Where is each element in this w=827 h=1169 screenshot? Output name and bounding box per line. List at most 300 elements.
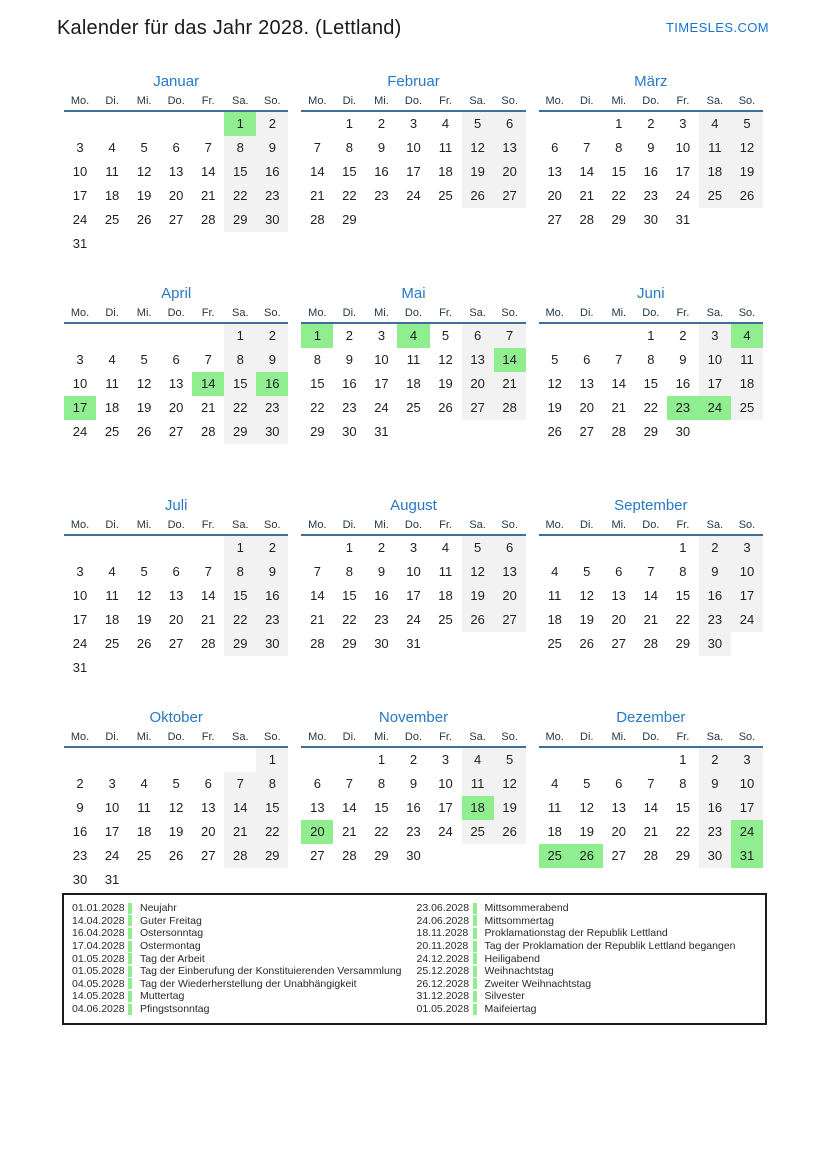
month-title: August	[390, 497, 437, 514]
weekday-label: Mo.	[545, 307, 564, 319]
day-cell: 30	[72, 872, 88, 887]
day-cell: 11	[105, 376, 119, 391]
day-cell-empty	[635, 536, 667, 560]
day-cell-empty	[160, 748, 192, 772]
month-block	[64, 72, 288, 257]
legend-date: 01.05.2028	[416, 1003, 470, 1016]
weekday-label: Mo.	[70, 95, 90, 107]
month-title: Oktober	[149, 709, 203, 726]
month-block	[301, 72, 525, 257]
day-cell-empty	[430, 208, 462, 232]
legend-label: Ostermontag	[140, 940, 201, 953]
day-cell: 11	[105, 164, 119, 179]
day-cell: 21	[200, 188, 216, 203]
day-cell: 25	[406, 400, 421, 415]
legend-label: Weihnachtstag	[484, 965, 554, 978]
day-cell: 20	[168, 400, 184, 415]
day-cell: 2	[679, 328, 687, 343]
day-cell-empty	[256, 656, 288, 680]
day-cell: 29	[256, 844, 288, 868]
day-cell: 21	[200, 612, 216, 627]
day-cell: 21	[310, 188, 325, 203]
day-cell-empty	[635, 748, 667, 772]
day-cell: 22	[224, 608, 256, 632]
day-cell-empty	[603, 324, 635, 348]
day-cell: 31	[72, 236, 88, 251]
day-cell: 9	[345, 352, 354, 367]
day-cell: 27	[547, 212, 562, 227]
day-cell: 13	[200, 800, 216, 815]
day-cell: 3	[76, 140, 84, 155]
day-cell: 4	[108, 352, 116, 367]
weekday-header	[64, 731, 288, 748]
weekday-label: Sa.	[469, 731, 486, 743]
day-cell: 26	[547, 424, 562, 439]
day-cell: 2	[345, 328, 354, 343]
weekday-header	[539, 519, 763, 536]
legend-label: Tag der Arbeit	[140, 952, 205, 965]
day-cell: 11	[462, 772, 494, 796]
day-cell-empty	[192, 868, 224, 892]
day-cell-holiday: 17	[64, 396, 96, 420]
day-cell-empty	[430, 844, 462, 868]
weekday-label: Di.	[342, 731, 357, 743]
month-days	[539, 324, 763, 444]
day-cell: 21	[224, 820, 256, 844]
day-cell: 12	[136, 164, 152, 179]
legend-column-right	[417, 902, 758, 1015]
weekday-label: Fr.	[676, 519, 690, 531]
weekday-header	[301, 731, 525, 748]
day-cell: 20	[579, 400, 594, 415]
day-cell: 9	[256, 136, 288, 160]
weekday-header	[539, 95, 763, 112]
day-cell: 7	[204, 140, 212, 155]
day-cell: 10	[699, 348, 731, 372]
day-cell: 15	[224, 160, 256, 184]
day-cell-holiday: 14	[494, 348, 526, 372]
weekday-header	[539, 307, 763, 324]
day-cell: 30	[342, 424, 357, 439]
day-cell: 25	[136, 848, 152, 863]
legend-item	[417, 965, 758, 978]
day-cell: 12	[136, 376, 152, 391]
day-cell: 3	[108, 776, 116, 791]
day-cell: 17	[675, 164, 691, 179]
day-cell: 19	[579, 824, 594, 839]
weekday-label: Di.	[342, 95, 357, 107]
day-cell: 11	[406, 352, 421, 367]
day-cell-empty	[96, 536, 128, 560]
weekday-label: Di.	[580, 307, 594, 319]
day-cell: 5	[140, 564, 148, 579]
weekday-label: Di.	[342, 307, 357, 319]
day-cell: 3	[679, 116, 687, 131]
day-cell: 5	[140, 352, 148, 367]
weekday-label: So.	[264, 519, 281, 531]
legend-label: Mittsommerabend	[484, 902, 569, 915]
day-cell: 8	[313, 352, 321, 367]
weekday-label: Sa.	[232, 95, 249, 107]
day-cell: 9	[679, 352, 687, 367]
day-cell: 27	[168, 212, 184, 227]
day-cell-empty	[462, 420, 494, 444]
day-cell: 14	[224, 796, 256, 820]
day-cell-empty	[301, 748, 333, 772]
day-cell-empty	[731, 208, 763, 232]
holiday-marker-icon	[128, 928, 132, 939]
day-cell: 5	[551, 352, 559, 367]
day-cell-empty	[64, 112, 96, 136]
month-title: Juni	[637, 285, 665, 302]
day-cell: 8	[615, 140, 623, 155]
legend-label: Maifeiertag	[484, 1003, 537, 1016]
day-cell: 23	[699, 608, 731, 632]
day-cell: 19	[438, 376, 453, 391]
day-cell: 20	[200, 824, 216, 839]
day-cell-empty	[365, 208, 397, 232]
day-cell: 28	[342, 848, 357, 863]
day-cell: 10	[72, 588, 88, 603]
legend-date: 23.06.2028	[416, 902, 470, 915]
month-days	[539, 748, 763, 868]
legend-item	[417, 927, 758, 940]
weekday-label: So.	[501, 519, 518, 531]
weekday-label: Fr.	[201, 95, 215, 107]
legend-label: Proklamationstag der Republik Lettland	[484, 927, 668, 940]
month-block	[539, 496, 763, 681]
legend-date: 04.05.2028	[72, 977, 125, 990]
weekday-label: Mo.	[308, 307, 327, 319]
weekday-label: Fr.	[439, 307, 452, 319]
day-cell: 23	[643, 188, 659, 203]
day-cell: 18	[104, 400, 120, 415]
weekday-label: Di.	[105, 731, 119, 743]
legend-item	[72, 902, 413, 915]
day-cell: 4	[140, 776, 148, 791]
holiday-marker-icon	[473, 941, 477, 952]
day-cell: 12	[136, 588, 152, 603]
day-cell: 18	[438, 588, 453, 603]
day-cell: 21	[200, 400, 216, 415]
day-cell: 15	[224, 372, 256, 396]
day-cell-empty	[160, 112, 192, 136]
day-cell-empty	[430, 420, 462, 444]
legend-item	[417, 990, 758, 1003]
day-cell: 14	[310, 164, 325, 179]
day-cell: 17	[731, 584, 763, 608]
weekday-label: Do.	[642, 307, 660, 319]
weekday-label: Sa.	[232, 731, 249, 743]
day-cell: 1	[615, 116, 623, 131]
day-cell: 15	[374, 800, 389, 815]
legend-label: Heiligabend	[484, 952, 540, 965]
day-cell: 22	[675, 612, 691, 627]
day-cell: 30	[699, 844, 731, 868]
day-cell: 23	[72, 848, 88, 863]
day-cell: 23	[406, 824, 421, 839]
day-cell-empty	[128, 868, 160, 892]
day-cell-empty	[571, 748, 603, 772]
day-cell-empty	[333, 748, 365, 772]
day-cell: 20	[611, 824, 626, 839]
months-grid	[64, 72, 763, 893]
day-cell: 30	[256, 208, 288, 232]
day-cell: 7	[204, 352, 212, 367]
legend-date: 14.04.2028	[72, 914, 125, 927]
month-days	[64, 324, 288, 444]
legend-date: 14.05.2028	[72, 990, 125, 1003]
day-cell: 16	[374, 588, 389, 603]
day-cell: 5	[462, 112, 494, 136]
weekday-label: Di.	[105, 519, 119, 531]
day-cell: 5	[494, 748, 526, 772]
legend-date: 31.12.2028	[416, 990, 470, 1003]
day-cell: 2	[76, 776, 84, 791]
legend-item	[417, 1003, 758, 1016]
day-cell: 22	[643, 400, 659, 415]
month-block	[64, 708, 288, 893]
day-cell: 27	[200, 848, 216, 863]
day-cell-empty	[192, 656, 224, 680]
day-cell: 14	[200, 588, 216, 603]
weekday-label: Do.	[642, 731, 660, 743]
weekday-label: Sa.	[469, 307, 486, 319]
day-cell: 5	[441, 328, 450, 343]
day-cell-empty	[128, 656, 160, 680]
month-title: Februar	[387, 73, 440, 90]
day-cell: 22	[342, 612, 357, 627]
day-cell-empty	[192, 536, 224, 560]
holiday-marker-icon	[473, 928, 477, 939]
weekday-label: Sa.	[469, 519, 486, 531]
day-cell: 3	[731, 536, 763, 560]
legend-label: Tag der Proklamation der Republik Lettland begangen	[484, 940, 736, 953]
legend-label: Guter Freitag	[140, 914, 202, 927]
day-cell: 19	[136, 612, 152, 627]
day-cell: 3	[76, 564, 84, 579]
day-cell: 4	[462, 748, 494, 772]
day-cell: 24	[72, 212, 88, 227]
month-block	[539, 284, 763, 469]
day-cell: 25	[438, 188, 453, 203]
day-cell: 1	[256, 748, 288, 772]
day-cell: 11	[438, 564, 453, 579]
day-cell-empty	[539, 324, 571, 348]
weekday-label: Mi.	[374, 519, 389, 531]
day-cell: 15	[256, 796, 288, 820]
day-cell: 22	[342, 188, 357, 203]
day-cell: 7	[647, 776, 655, 791]
day-cell-empty	[96, 112, 128, 136]
day-cell: 17	[438, 800, 453, 815]
day-cell-holiday: 1	[301, 324, 333, 348]
weekday-label: Sa.	[706, 307, 724, 319]
day-cell: 26	[579, 636, 594, 651]
weekday-label: Mo.	[70, 519, 90, 531]
month-block	[301, 708, 525, 893]
day-cell: 10	[675, 140, 691, 155]
day-cell-empty	[301, 536, 333, 560]
weekday-label: So.	[501, 731, 518, 743]
day-cell-empty	[603, 748, 635, 772]
day-cell: 25	[104, 424, 120, 439]
legend-label: Ostersonntag	[140, 927, 204, 940]
day-cell-empty	[462, 844, 494, 868]
day-cell: 28	[611, 424, 626, 439]
day-cell: 15	[643, 376, 659, 391]
day-cell-empty	[699, 208, 731, 232]
weekday-label: Do.	[404, 95, 423, 107]
day-cell: 10	[72, 376, 88, 391]
weekday-label: So.	[738, 731, 756, 743]
day-cell-holiday: 1	[224, 112, 256, 136]
weekday-label: Mo.	[308, 519, 327, 531]
day-cell-empty	[192, 748, 224, 772]
weekday-label: Di.	[580, 519, 594, 531]
day-cell: 21	[579, 188, 594, 203]
day-cell: 12	[438, 352, 453, 367]
day-cell: 20	[611, 612, 626, 627]
day-cell: 29	[675, 848, 691, 863]
day-cell: 27	[494, 184, 526, 208]
weekday-label: Di.	[105, 307, 119, 319]
weekday-label: Sa.	[232, 307, 249, 319]
holiday-marker-icon	[473, 991, 477, 1002]
day-cell-empty	[462, 208, 494, 232]
day-cell: 28	[200, 636, 216, 651]
day-cell: 6	[494, 112, 526, 136]
day-cell: 9	[377, 564, 386, 579]
day-cell: 27	[611, 848, 626, 863]
day-cell: 18	[547, 824, 562, 839]
day-cell-empty	[731, 420, 763, 444]
day-cell: 24	[675, 188, 691, 203]
legend-label: Tag der Einberufung der Konstituierenden Versammlung	[140, 965, 402, 978]
weekday-label: Di.	[580, 731, 594, 743]
day-cell: 30	[643, 212, 659, 227]
day-cell: 28	[200, 424, 216, 439]
day-cell: 24	[374, 400, 389, 415]
weekday-header	[301, 307, 525, 324]
weekday-header	[301, 95, 525, 112]
day-cell: 8	[345, 140, 354, 155]
month-title: Dezember	[616, 709, 686, 726]
weekday-label: Do.	[167, 519, 185, 531]
day-cell: 6	[615, 564, 623, 579]
day-cell-empty	[397, 208, 429, 232]
day-cell: 22	[675, 824, 691, 839]
day-cell-empty	[160, 868, 192, 892]
month-title: Juli	[164, 497, 188, 514]
day-cell: 7	[204, 564, 212, 579]
day-cell: 27	[168, 636, 184, 651]
day-cell: 22	[256, 820, 288, 844]
weekday-label: Do.	[167, 731, 185, 743]
day-cell: 9	[256, 348, 288, 372]
day-cell-empty	[603, 536, 635, 560]
day-cell-empty	[128, 232, 160, 256]
day-cell: 20	[168, 188, 184, 203]
weekday-label: Fr.	[439, 95, 452, 107]
day-cell-empty	[397, 420, 429, 444]
day-cell: 19	[136, 400, 152, 415]
day-cell: 8	[647, 352, 655, 367]
day-cell: 2	[256, 112, 288, 136]
day-cell: 31	[104, 872, 120, 887]
day-cell: 15	[310, 376, 325, 391]
day-cell-empty	[64, 536, 96, 560]
day-cell-empty	[731, 632, 763, 656]
weekday-header	[301, 519, 525, 536]
day-cell: 30	[675, 424, 691, 439]
holiday-marker-icon	[473, 978, 477, 989]
day-cell-holiday: 4	[397, 324, 429, 348]
day-cell-empty	[64, 324, 96, 348]
day-cell: 27	[579, 424, 594, 439]
month-title: Mai	[401, 285, 426, 302]
weekday-label: Mi.	[611, 95, 627, 107]
day-cell: 17	[699, 372, 731, 396]
day-cell: 1	[377, 752, 386, 767]
day-cell: 30	[406, 848, 421, 863]
brand-link[interactable]: TIMESLES.COM	[665, 20, 769, 35]
day-cell: 7	[647, 564, 655, 579]
day-cell: 19	[494, 796, 526, 820]
day-cell: 25	[438, 612, 453, 627]
holiday-marker-icon	[473, 915, 477, 926]
day-cell: 5	[583, 776, 591, 791]
day-cell: 7	[313, 564, 321, 579]
day-cell: 7	[313, 140, 321, 155]
day-cell: 1	[679, 540, 687, 555]
month-days	[64, 748, 288, 892]
holiday-marker-icon	[473, 953, 477, 964]
weekday-label: Di.	[105, 95, 119, 107]
day-cell: 23	[699, 820, 731, 844]
day-cell-holiday: 24	[731, 820, 763, 844]
day-cell: 16	[675, 376, 691, 391]
day-cell: 2	[377, 540, 386, 555]
day-cell: 1	[647, 328, 655, 343]
day-cell: 21	[494, 372, 526, 396]
holiday-marker-icon	[473, 903, 477, 914]
weekday-label: Fr.	[676, 95, 690, 107]
weekday-label: Mi.	[611, 519, 627, 531]
day-cell: 16	[643, 164, 659, 179]
weekday-label: Fr.	[676, 307, 690, 319]
day-cell: 24	[731, 608, 763, 632]
day-cell: 26	[136, 212, 152, 227]
day-cell: 9	[699, 772, 731, 796]
weekday-header	[539, 731, 763, 748]
weekday-label: Fr.	[201, 731, 215, 743]
month-title: September	[614, 497, 688, 514]
day-cell: 10	[406, 564, 421, 579]
holiday-marker-icon	[128, 1004, 132, 1015]
day-cell: 12	[579, 588, 594, 603]
weekday-label: Mi.	[136, 519, 152, 531]
weekday-label: Do.	[167, 307, 185, 319]
day-cell: 13	[494, 560, 526, 584]
day-cell: 29	[224, 632, 256, 656]
day-cell-holiday: 26	[571, 844, 603, 868]
weekday-header	[64, 95, 288, 112]
weekday-label: Sa.	[706, 95, 724, 107]
day-cell: 1	[679, 752, 687, 767]
weekday-label: Mi.	[136, 307, 152, 319]
day-cell: 6	[204, 776, 212, 791]
